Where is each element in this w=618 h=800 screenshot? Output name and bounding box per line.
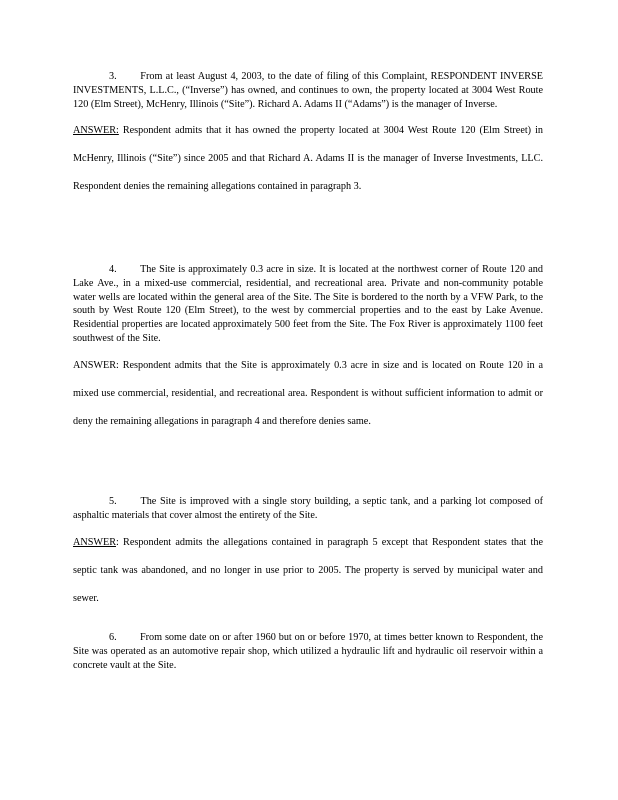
answer-4-text: : Respondent admits that the Site is approximately 0.3 acre in size and is located on Route 120 in a mixed use commercial, residential, and recreational area. Respondent is without sufficient information to admit or deny the remaining allegations in paragraph 4 and therefore denies same. [73,359,543,427]
paragraph-5 [73,495,543,613]
allegation-6 [73,631,543,672]
paragraph-3 [73,70,543,201]
allegation-4 [73,263,543,346]
allegation-6-text: 6. From some date on or after 1960 but on or before 1970, at times better known to Respondent, the Site was operated as an automotive repair shop, which utilized a hydraulic lift and hydraulic oil reservoir within a concrete vault at the Site. [73,632,543,671]
paragraph-6 [73,631,543,672]
answer-3 [73,117,543,201]
answer-3-text: Respondent admits that it has owned the property located at 3004 West Route 120 (Elm Street) in McHenry, Illinois (“Site”) since 2005 and that Richard A. Adams II is the manager of Inverse Investments, LLC. Respondent denies the remaining allegations contained in paragraph 3. [73,125,543,193]
allegation-3-text: 3. From at least August 4, 2003, to the date of filing of this Complaint, RESPONDENT INVERSE INVESTMENTS, L.L.C., (“Inverse”) has owned, and continues to own, the property located at 3004 West Route 120 (Elm Street), McHenry, Illinois (“Site”). Richard A. Adams II (“Adams”) is the manager of Inverse. [73,71,543,110]
answer-4 [73,352,543,436]
answer-5-text: : Respondent admits the allegations contained in paragraph 5 except that Respondent states that the septic tank was abandoned, and no longer in use prior to 2005. The property is served by municipal water and sewer. [73,536,543,604]
answer-4-label: ANSWER [73,359,117,371]
answer-5-label: ANSWER [73,536,117,548]
allegation-3 [73,70,543,111]
paragraph-4 [73,263,543,436]
allegation-4-text: 4. The Site is approximately 0.3 acre in size. It is located at the northwest corner of Route 120 and Lake Ave., in a mixed-use commercial, residential, and recreational area. Private and non-community potable water wells are located within the general area of the Site. The Site is bordered to the north by a VFW Park, to the south by West Route 120 (Elm Street), to the west by commercial properties and to the east by Lake Avenue. Residential properties are located approximately 500 feet from the Site. The Fox River is approximately 1100 feet southwest of the Site. [73,264,543,344]
allegation-5 [73,495,543,523]
answer-3-label: ANSWER: [73,125,119,137]
allegation-5-text: 5. The Site is improved with a single story building, a septic tank, and a parking lot composed of asphaltic materials that cover almost the entirety of the Site. [73,496,543,521]
answer-5 [73,529,543,613]
